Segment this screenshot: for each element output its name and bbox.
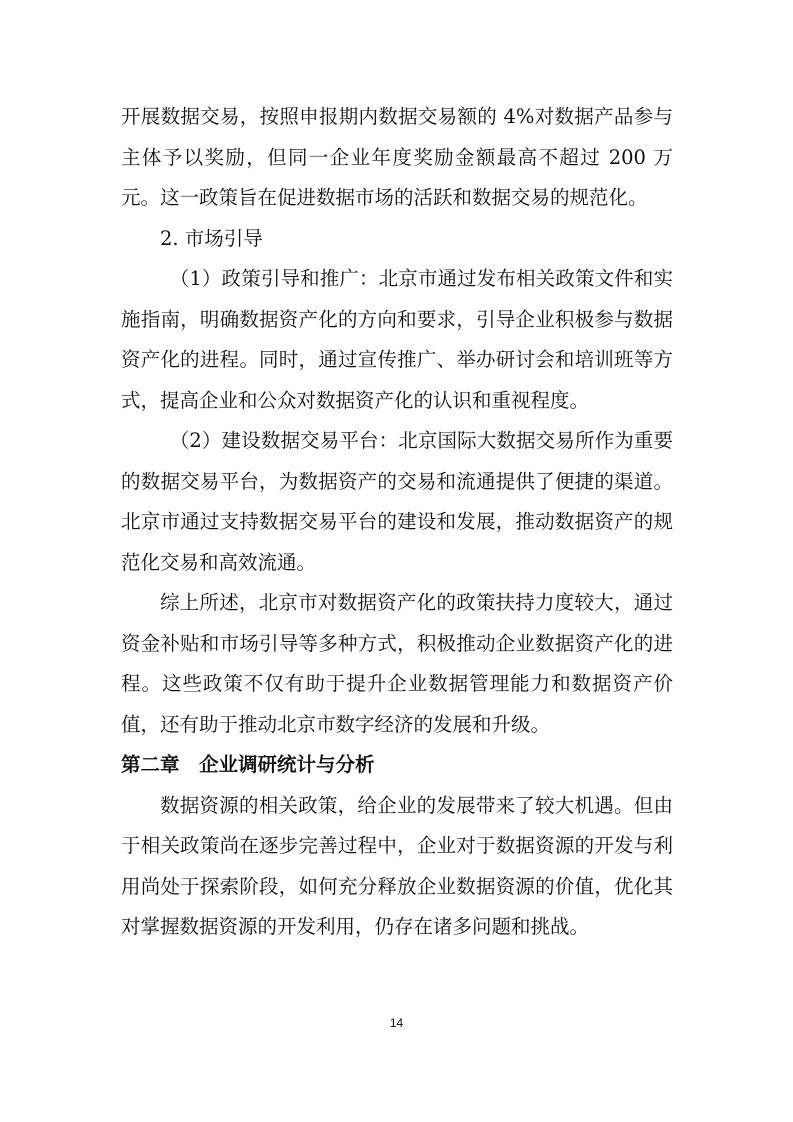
- paragraph-policy-guidance: （1）政策引导和推广：北京市通过发布相关政策文件和实施指南，明确数据资产化的方向和要求，引导企业积极参与数据资产化的进程。同时，通过宣传推广、举办研讨会和培训班等方式，提高企业和公众对数据资产化的认识和重视程度。: [121, 267, 673, 412]
- paragraph-trading-platform: （2）建设数据交易平台：北京国际大数据交易所作为重要的数据交易平台，为数据资产的交易和流通提供了便捷的渠道。北京市通过支持数据交易平台的建设和发展，推动数据资产的规范化交易和高效流通。: [121, 429, 673, 574]
- paragraph-summary: 综上所述，北京市对数据资产化的政策扶持力度较大，通过资金补贴和市场引导等多种方式，积极推动企业数据资产化的进程。这些政策不仅有助于提升企业数据管理能力和数据资产价值，还有助于推动北京市数字经济的发展和升级。: [121, 591, 673, 736]
- paragraph-continuation: 开展数据交易，按照申报期内数据交易额的 4%对数据产品参与主体予以奖励，但同一企业年度奖励金额最高不超过 200 万元。这一政策旨在促进数据市场的活跃和数据交易的规范化。: [121, 105, 673, 209]
- body-text: [121, 97, 673, 948]
- page-number: 14: [389, 1016, 404, 1030]
- chapter-title: 第二章 企业调研统计与分析: [121, 753, 375, 776]
- paragraph-chapter-intro: 数据资源的相关政策，给企业的发展带来了较大机遇。但由于相关政策尚在逐步完善过程中，企业对于数据资源的开发与利用尚处于探索阶段，如何充分释放企业数据资源的价值，优化其对掌握数据资源的开发利用，仍存在诸多问题和挑战。: [121, 793, 673, 938]
- subheading-market-guidance: 2. 市场引导: [160, 226, 263, 250]
